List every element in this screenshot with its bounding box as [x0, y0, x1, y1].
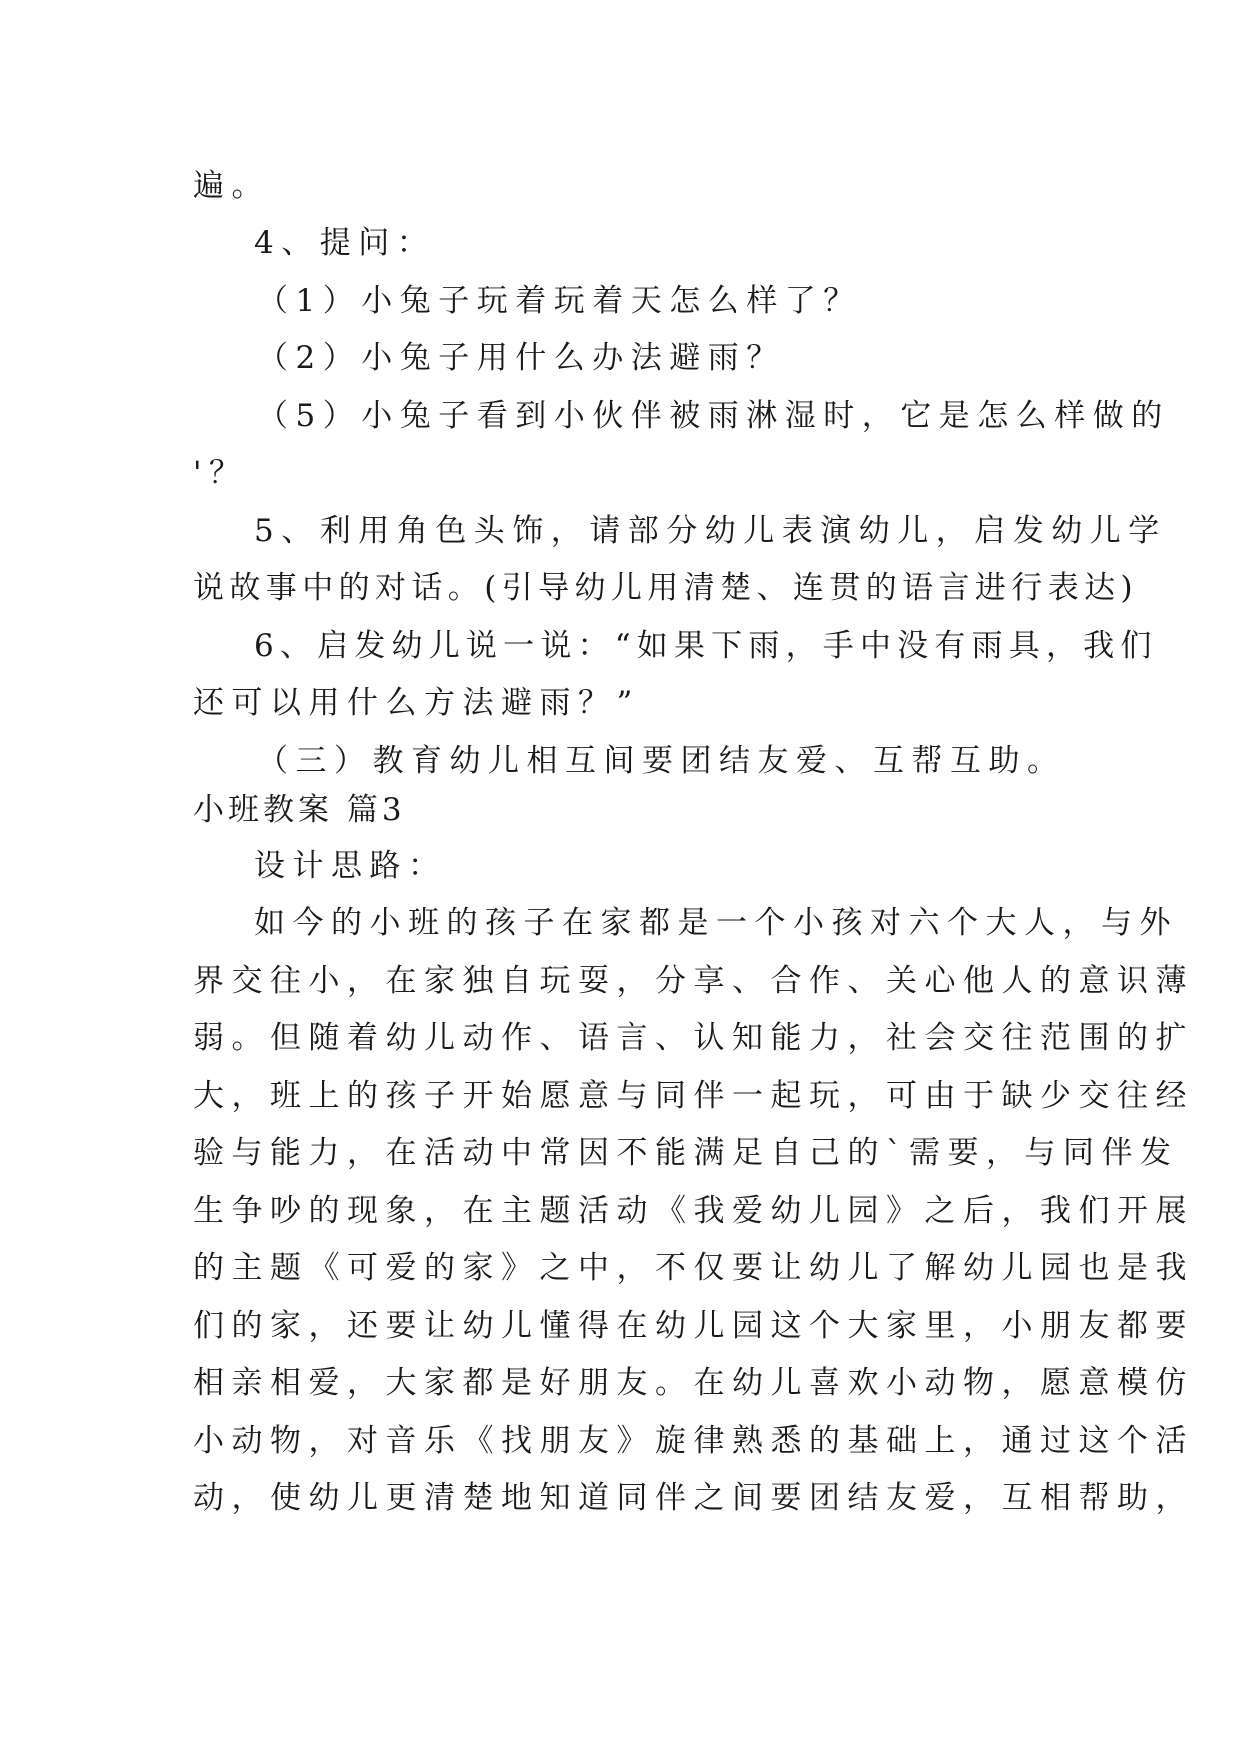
text-line: 们的家，还要让幼儿懂得在幼儿园这个大家里，小朋友都要 — [193, 1308, 1194, 1344]
text-line: 验与能力，在活动中常因不能满足自己的`需要，与同伴发 — [193, 1135, 1179, 1171]
text-line: '？ — [193, 455, 248, 491]
text-line: 如今的小班的孩子在家都是一个小孩对六个大人，与外 — [254, 905, 1178, 941]
text-line: 遍。 — [193, 168, 270, 204]
text-line: 5、利用角色头饰，请部分幼儿表演幼儿，启发幼儿学 — [254, 513, 1167, 549]
text-line: （1）小兔子玩着玩着天怎么样了？ — [257, 283, 862, 319]
text-line: 的主题《可爱的家》之中，不仅要让幼儿了解幼儿园也是我 — [193, 1250, 1194, 1286]
text-line: 说故事中的对话。(引导幼儿用清楚、连贯的语言进行表达) — [193, 570, 1138, 606]
text-line: 生争吵的现象，在主题活动《我爱幼儿园》之后，我们开展 — [193, 1193, 1194, 1229]
text-line: 4、提问： — [254, 225, 436, 261]
text-line: （三）教育幼儿相互间要团结友爱、互帮互助。 — [257, 743, 1066, 779]
text-line: 大，班上的孩子开始愿意与同伴一起玩，可由于缺少交往经 — [193, 1078, 1194, 1114]
text-line: 小动物，对音乐《找朋友》旋律熟悉的基础上，通过这个活 — [193, 1423, 1194, 1459]
text-line: 动，使幼儿更清楚地知道同伴之间要团结友爱，互相帮助， — [193, 1480, 1194, 1516]
text-line: 还可以用什么方法避雨？” — [193, 685, 640, 721]
section-heading: 小班教案 篇3 — [193, 792, 406, 828]
text-line: 6、启发幼儿说一说：“如果下雨，手中没有雨具，我们 — [254, 628, 1158, 664]
text-line: 弱。但随着幼儿动作、语言、认知能力，社会交往范围的扩 — [193, 1020, 1194, 1056]
text-line: 界交往小，在家独自玩耍，分享、合作、关心他人的意识薄 — [193, 963, 1194, 999]
text-line: 设计思路： — [254, 848, 447, 884]
text-line: （2）小兔子用什么办法避雨？ — [257, 340, 785, 376]
text-line: 相亲相爱，大家都是好朋友。在幼儿喜欢小动物，愿意模仿 — [193, 1365, 1194, 1401]
text-line: （5）小兔子看到小伙伴被雨淋湿时，它是怎么样做的 — [257, 398, 1170, 434]
